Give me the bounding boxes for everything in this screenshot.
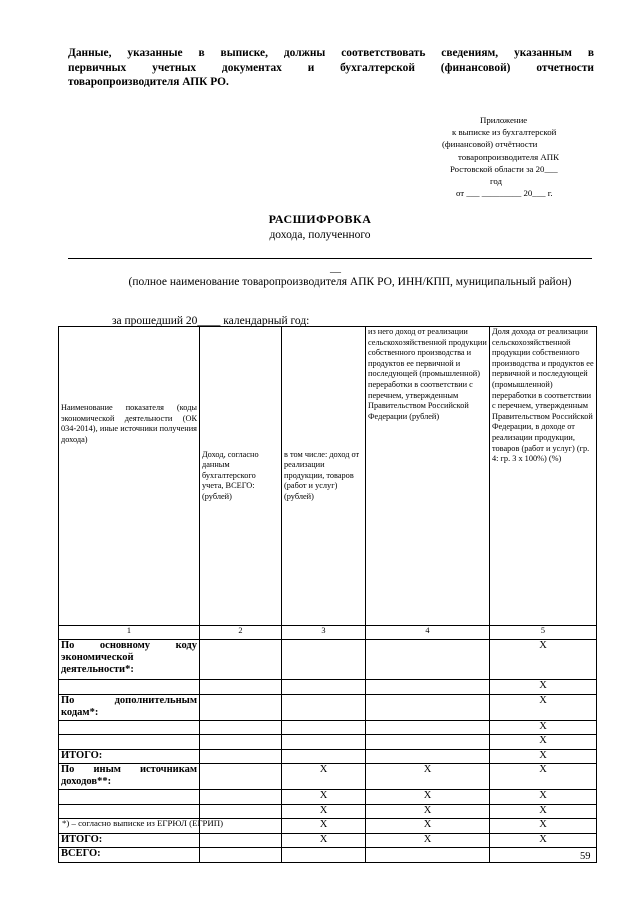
cell-col-5: Х [490,804,597,819]
cell-col-3: Х [282,790,366,805]
cell-col-2 [200,735,282,750]
appendix-line: товаропроизводителя АПК [458,151,559,162]
cell-col-5: Х [490,819,597,834]
cell-col-2 [200,804,282,819]
appendix-block [432,114,612,199]
name-underline [68,258,592,259]
row-label: По основному коду экономической деятельности*: [59,640,200,680]
cell-col-5: Х [490,764,597,790]
cell-col-3 [282,749,366,764]
appendix-line: год [490,176,503,187]
table-row [59,848,597,863]
cell-col-2 [200,720,282,735]
table-row [59,735,597,750]
cell-col-4: Х [366,764,490,790]
header-col-2: Доход, согласно данным бухгалтерского учета, ВСЕГО: (рублей) [200,327,282,626]
intro-line-3: товаропроизводителя АПК РО. [68,76,229,88]
row-label: ИТОГО: [59,833,200,848]
cell-col-4: Х [366,819,490,834]
appendix-line: Приложение [480,115,528,125]
row-label: По иным источникам доходов**: [59,764,200,790]
cell-col-4 [366,694,490,720]
document-title: РАСШИФРОВКА [268,212,372,226]
cell-col-5: Х [490,640,597,680]
table-body [59,640,597,863]
table-row [59,804,597,819]
cell-col-2 [200,833,282,848]
footnote: *) – согласно выписке из ЕГРЮЛ (ЕГРИП) [62,818,224,828]
fullname-caption: (полное наименование товаропроизводителя АПК РО, ИНН/КПП, муниципальный район) [128,276,572,288]
page-number: 59 [580,851,591,862]
appendix-line: от ___ _________ 20___ г. [456,188,553,199]
cell-col-3 [282,680,366,695]
column-number: 3 [282,626,366,640]
cell-col-2 [200,764,282,790]
row-label: ВСЕГО: [59,848,200,863]
table-row [59,680,597,695]
cell-col-3 [282,640,366,680]
cell-col-3: Х [282,804,366,819]
column-number-row [59,626,597,640]
header-col-1: Наименование показателя (коды экономической деятельности (ОК 034-2014), иные источники получения дохода) [59,327,200,626]
column-number: 5 [490,626,597,640]
name-dash: __ [330,262,341,274]
cell-col-4 [366,680,490,695]
cell-col-3: Х [282,833,366,848]
cell-col-5: Х [490,749,597,764]
header-col-5: Доля дохода от реализации сельскохозяйственной продукции собственного производства и продуктов ее первичной и последующей (промышленной) переработки в соответствии с перечнем, утвержденным Правительством Российской Федерации, в доходе от реализации продукции, товаров (работ и услуг) (гр. 4: гр. 3 х 100%) (%) [490,327,597,626]
cell-col-5: Х [490,833,597,848]
period-line: за прошедший 20____ календарный год: [112,315,310,327]
table-row [59,833,597,848]
cell-col-3 [282,720,366,735]
row-label: ИТОГО: [59,749,200,764]
row-label [59,790,200,805]
cell-col-3 [282,694,366,720]
column-number: 2 [200,626,282,640]
cell-col-3: Х [282,764,366,790]
cell-col-2 [200,790,282,805]
cell-col-5: Х [490,694,597,720]
column-number: 1 [59,626,200,640]
cell-col-4 [366,735,490,750]
income-table [58,326,597,863]
table-row [59,694,597,720]
table-row [59,749,597,764]
appendix-line: Ростовской области за 20___ [450,163,558,174]
cell-col-4 [366,720,490,735]
cell-col-5: Х [490,720,597,735]
cell-col-4 [366,848,490,863]
cell-col-2 [200,848,282,863]
cell-col-4 [366,749,490,764]
row-label [59,804,200,819]
row-label [59,735,200,750]
cell-col-2 [200,749,282,764]
table-header-row [59,327,597,626]
header-col-3: в том числе: доход от реализации продукции, товаров (работ и услуг) (рублей) [282,327,366,626]
row-label [59,680,200,695]
appendix-line: (финансовой) отчётности [442,139,538,150]
table-row [59,720,597,735]
cell-col-3: Х [282,819,366,834]
table-row [59,640,597,680]
cell-col-5: Х [490,680,597,695]
document-subtitle: дохода, полученного [269,229,371,241]
cell-col-3 [282,735,366,750]
header-col-4: из него доход от реализации сельскохозяйственной продукции собственного производства и продуктов ее первичной и последующей (промышленной) переработки в соответствии с перечнем, утвержденным Правительством Российской Федерации (рублей) [366,327,490,626]
cell-col-4: Х [366,790,490,805]
table-row [59,790,597,805]
row-label: По дополнительным кодам*: [59,694,200,720]
cell-col-4: Х [366,804,490,819]
cell-col-2 [200,694,282,720]
cell-col-4 [366,640,490,680]
intro-paragraph [68,46,594,90]
cell-col-5: Х [490,790,597,805]
row-label [59,720,200,735]
intro-line-2: первичных учетных документах и бухгалтерской (финансовой) отчетности [68,61,594,74]
intro-line-1: Данные, указанные в выписке, должны соответствовать сведениям, указанным в [68,47,594,59]
table-row [59,764,597,790]
appendix-line: к выписке из бухгалтерской [452,127,557,138]
column-number: 4 [366,626,490,640]
cell-col-5: Х [490,735,597,750]
cell-col-2 [200,640,282,680]
cell-col-3 [282,848,366,863]
cell-col-2 [200,680,282,695]
cell-col-4: Х [366,833,490,848]
